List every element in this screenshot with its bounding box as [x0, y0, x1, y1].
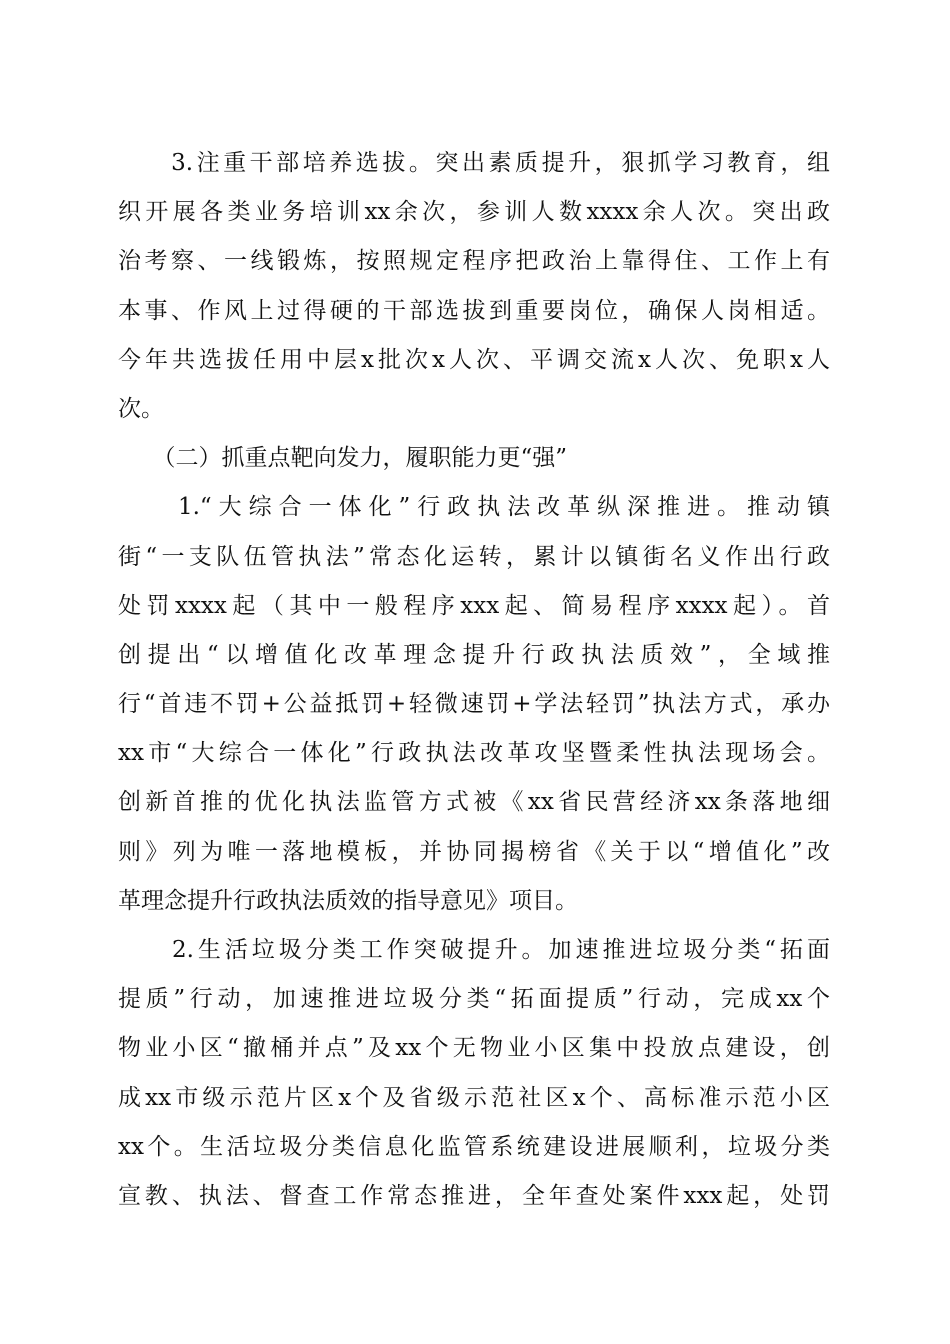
text-line: 2.生活垃圾分类工作突破提升。加速推进垃圾分类“拓面 — [118, 937, 830, 963]
text-line: 次。 — [118, 395, 164, 422]
paragraph-waste-sorting — [118, 926, 830, 1221]
text-line: 物业小区“撤桶并点”及xx个无物业小区集中投放点建设，创 — [118, 1035, 830, 1062]
document-body — [118, 139, 830, 1221]
heading-text: （二）抓重点靶向发力，履职能力更“强” — [118, 445, 568, 472]
text-line: 创新首推的优化执法监管方式被《xx省民营经济xx条落地细 — [118, 789, 830, 816]
text-line: 治考察、一线锻炼，按照规定程序把政治上靠得住、工作上有 — [118, 248, 830, 275]
text-line: 创提出“以增值化改革理念提升行政执法质效”，全域推 — [118, 641, 830, 668]
text-line: 1.“大综合一体化”行政执法改革纵深推进。推动镇 — [118, 494, 830, 521]
text-line: 革理念提升行政执法质效的指导意见》项目。 — [118, 887, 578, 914]
text-line: 处罚xxxx起（其中一般程序xxx起、简易程序xxxx起）。首 — [118, 592, 830, 619]
text-line: 成xx市级示范片区x个及省级示范社区x个、高标准示范小区 — [118, 1084, 830, 1111]
text-line: 行“首违不罚+公益抵罚+轻微速罚+学法轻罚”执法方式，承办 — [118, 691, 830, 718]
text-line: 3.注重干部培养选拔。突出素质提升，狠抓学习教育，组 — [118, 150, 830, 176]
text-line: 提质”行动，加速推进垃圾分类“拓面提质”行动，完成xx个 — [118, 986, 830, 1013]
text-line: 宣教、执法、督查工作常态推进，全年查处案件xxx起，处罚 — [118, 1182, 830, 1209]
paragraph-cadre-training — [118, 139, 830, 434]
text-line: xx市“大综合一体化”行政执法改革攻坚暨柔性执法现场会。 — [118, 740, 830, 767]
section-heading — [118, 434, 830, 483]
paragraph-law-enforcement-reform — [118, 483, 830, 926]
text-line: xx个。生活垃圾分类信息化监管系统建设进展顺利，垃圾分类 — [118, 1133, 830, 1160]
text-line: 本事、作风上过得硬的干部选拔到重要岗位，确保人岗相适。 — [118, 297, 830, 324]
text-line: 街“一支队伍管执法”常态化运转，累计以镇街名义作出行政 — [118, 543, 830, 570]
text-line: 则》列为唯一落地模板，并协同揭榜省《关于以“增值化”改 — [118, 838, 830, 865]
text-line: 织开展各类业务培训xx余次，参训人数xxxx余人次。突出政 — [118, 199, 830, 226]
text-line: 今年共选拔任用中层x批次x人次、平调交流x人次、免职x人 — [118, 346, 830, 373]
